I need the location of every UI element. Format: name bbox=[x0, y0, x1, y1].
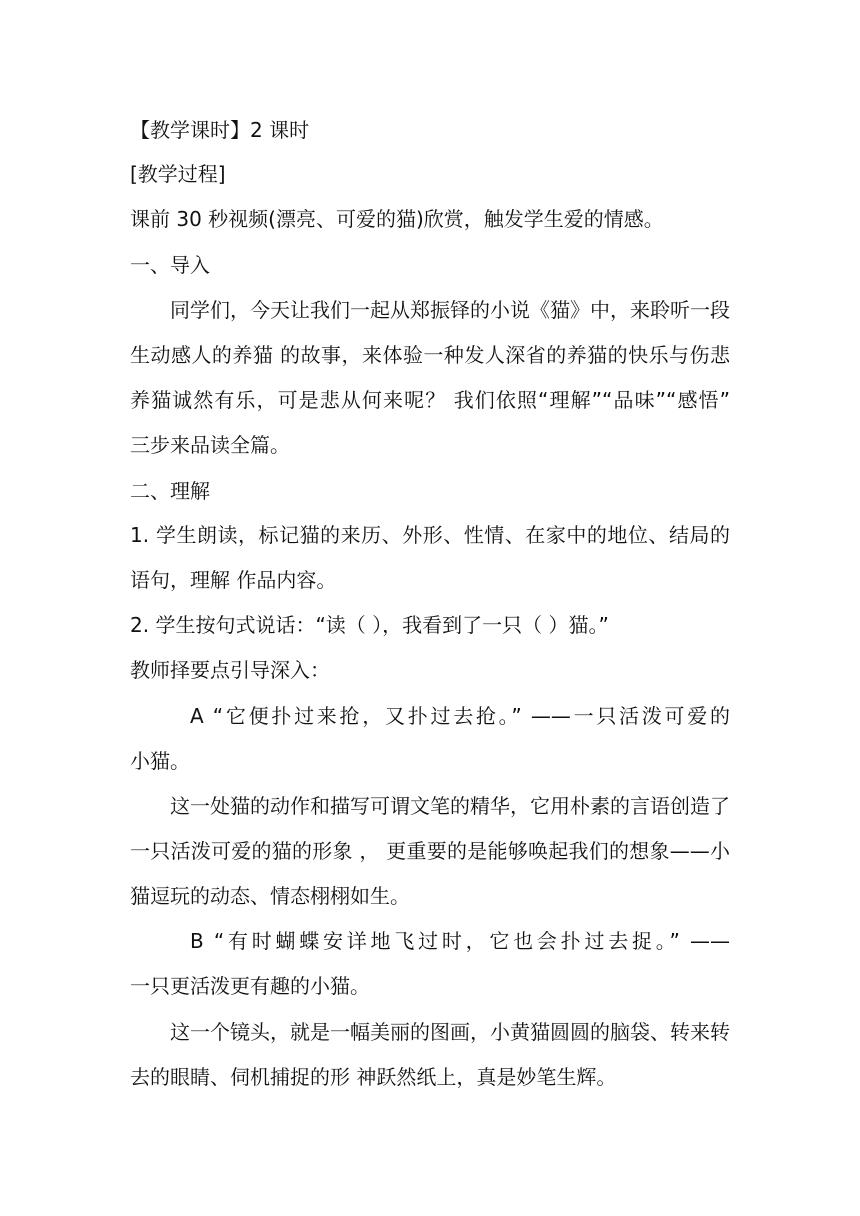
intro-paragraph-line-3: 养猫诚然有乐，可是悲从何来呢？ 我们依照“理解”“品味”“感悟” bbox=[130, 388, 730, 412]
intro-paragraph-line-2: 生动感人的养猫 的故事，来体验一种发人深省的养猫的快乐与伤悲 bbox=[130, 343, 730, 367]
section-understanding-heading: 二、理解 bbox=[130, 479, 210, 503]
analysis-a-line-2: 一只活泼可爱的猫的形象 ， 更重要的是能够唤起我们的想象——小 bbox=[130, 839, 730, 863]
teacher-guidance-line: 教师择要点引导深入： bbox=[130, 658, 330, 682]
analysis-a-line-1: 这一处猫的动作和描写可谓文笔的精华，它用朴素的言语创造了 bbox=[170, 794, 730, 818]
item-2-line: 2. 学生按句式说话：“读（ ），我看到了一只（ ）猫。” bbox=[130, 613, 609, 637]
item-1-line-1: 1. 学生朗读，标记猫的来历、外形、性情、在家中的地位、结局的 bbox=[130, 523, 730, 547]
lesson-hours-line: 【教学课时】2 课时 bbox=[130, 118, 310, 142]
analysis-b-line-2: 去的眼睛、伺机捕捉的形 神跃然纸上，真是妙笔生辉。 bbox=[130, 1065, 617, 1089]
section-intro-heading: 一、导入 bbox=[130, 253, 210, 277]
intro-paragraph-line-4: 三步来品读全篇。 bbox=[130, 433, 290, 457]
item-1-line-2: 语句，理解 作品内容。 bbox=[130, 568, 337, 592]
analysis-b-line-1: 这一个镜头，就是一幅美丽的图画，小黄猫圆圆的脑袋、转来转 bbox=[170, 1020, 730, 1044]
analysis-a-line-3: 猫逗玩的动态、情态栩栩如生。 bbox=[130, 884, 410, 908]
example-b-line-2: 一只更活泼更有趣的小猫。 bbox=[130, 974, 370, 998]
example-a-line-2: 小猫。 bbox=[130, 749, 190, 773]
teaching-process-heading: [教学过程] bbox=[130, 162, 226, 186]
example-a-line-1: A “它便扑过来抢，又扑过去抢。” ——一只活泼可爱的 bbox=[190, 704, 730, 728]
preclass-video-line: 课前 30 秒视频(漂亮、可爱的猫)欣赏，触发学生爱的情感。 bbox=[130, 207, 664, 231]
example-b-line-1: B “有时蝴蝶安详地飞过时，它也会扑过去捉。” —— bbox=[190, 929, 730, 953]
intro-paragraph-line-1: 同学们，今天让我们一起从郑振铎的小说《猫》中，来聆听一段 bbox=[170, 298, 730, 322]
